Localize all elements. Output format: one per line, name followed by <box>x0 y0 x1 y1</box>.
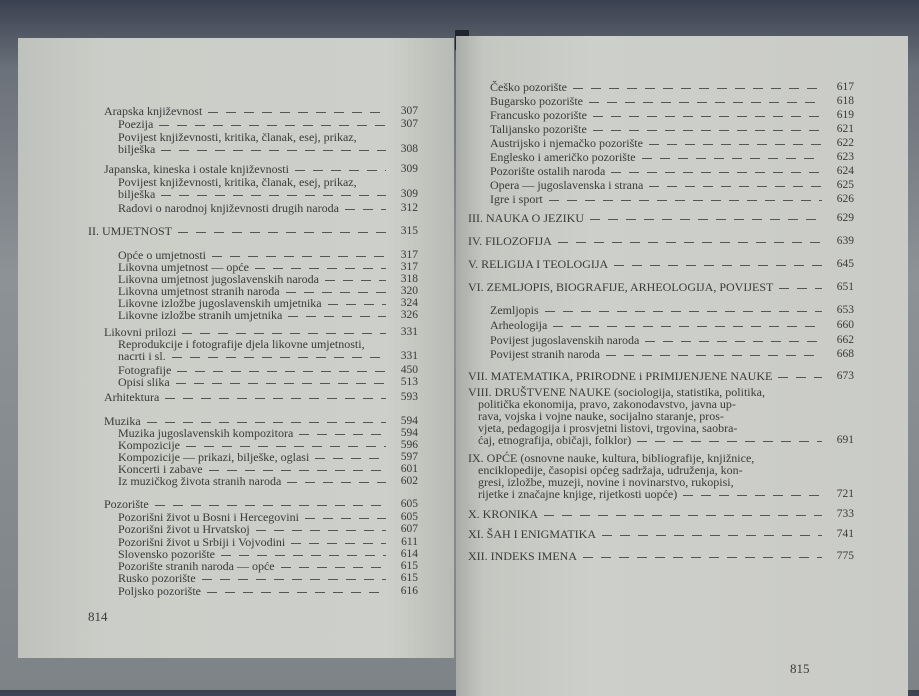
toc-page-number: 621 <box>836 123 854 135</box>
toc-page-number: 324 <box>400 297 418 309</box>
toc-page-number: 721 <box>836 488 854 500</box>
toc-entry <box>490 137 854 149</box>
toc-page-number: 668 <box>836 348 854 360</box>
toc-entry <box>490 123 854 135</box>
toc-entry <box>490 165 854 177</box>
toc-entry-title: Likovna umjetnost — opće <box>118 260 249 274</box>
toc-entry-title: Likovna umjetnost jugoslavenskih naroda <box>118 272 319 286</box>
toc-entry-title: bilješka <box>118 187 156 201</box>
dash-leader <box>281 567 386 568</box>
dash-leader <box>159 125 386 126</box>
toc-entry-title: rava, vojska i vojne nauke, socijalno staranje, pros- <box>478 409 724 423</box>
toc-entry-title: Likovne izložbe stranih umjetnika <box>118 308 283 322</box>
toc-page-number: 615 <box>400 560 418 572</box>
toc-page-number: 594 <box>400 427 418 439</box>
toc-page-number: 741 <box>836 528 854 540</box>
toc-entry-title: III. NAUKA O JEZIKU <box>468 211 584 225</box>
toc-entry-title: Likovne izložbe jugoslavenskih umjetnika <box>118 296 322 310</box>
toc-entry <box>118 176 418 200</box>
dash-leader <box>549 200 822 201</box>
toc-page-number: 307 <box>400 118 418 130</box>
toc-entry-title: Pozorišni život u Bosni i Hercegovini <box>118 510 299 524</box>
toc-entry <box>468 281 854 293</box>
toc-page-number: 320 <box>400 285 418 297</box>
dash-leader <box>325 280 386 281</box>
dash-leader <box>208 112 386 113</box>
toc-page-number: 653 <box>836 304 854 316</box>
toc-page-number: 331 <box>400 350 418 362</box>
toc-page-number: 601 <box>400 463 418 475</box>
toc-page-number: 623 <box>836 151 854 163</box>
toc-entry-title: Povijest književnosti, kritika, članak, esej, prikaz, <box>118 130 357 144</box>
toc-entry <box>118 309 418 321</box>
toc-page-number: 618 <box>836 95 854 107</box>
toc-entry-title: XI. ŠAH I ENIGMATIKA <box>468 527 596 541</box>
toc-page-number: 317 <box>400 249 418 261</box>
dash-leader <box>286 292 386 293</box>
dash-leader <box>589 102 822 103</box>
dash-leader <box>611 172 822 173</box>
toc-entry <box>118 202 418 214</box>
toc-entry <box>118 131 418 155</box>
toc-entry <box>490 95 854 107</box>
toc-entry-title: Pozorište <box>104 497 149 511</box>
dash-leader <box>256 530 386 531</box>
toc-page-number: 626 <box>836 193 854 205</box>
toc-entry-title: Austrijsko i njemačko pozorište <box>490 136 643 150</box>
dash-leader <box>212 256 386 257</box>
toc-entry <box>118 376 418 388</box>
toc-entry-title: VII. MATEMATIKA, PRIRODNE i PRIMIJENJENE NAUKE <box>468 369 773 383</box>
dash-leader <box>287 482 386 483</box>
toc-entry-title: Povijest književnosti, kritika, članak, esej, prikaz, <box>118 175 357 189</box>
toc-page-number: 645 <box>836 258 854 270</box>
dash-leader <box>161 195 386 196</box>
toc-page-number: 605 <box>400 511 418 523</box>
toc-page-number: 450 <box>400 364 418 376</box>
toc-entry-title: Arheologija <box>490 318 548 332</box>
toc-page-number: 597 <box>400 451 418 463</box>
toc-page-number: 594 <box>400 415 418 427</box>
toc-page-number: 629 <box>836 212 854 224</box>
toc-entry-title: Koncerti i zabave <box>118 462 203 476</box>
toc-entry-title: V. RELIGIJA I TEOLOGIJA <box>468 257 609 271</box>
toc-entry <box>118 118 418 130</box>
dash-leader <box>328 304 386 305</box>
toc-page-number: 673 <box>836 370 854 382</box>
left-page <box>18 38 454 658</box>
dash-leader <box>683 495 822 496</box>
dash-leader <box>779 288 822 289</box>
dash-leader <box>649 144 822 145</box>
dash-leader <box>299 434 386 435</box>
toc-entry-title: Pozorište stranih naroda — opće <box>118 559 275 573</box>
toc-entry-title: Likovna umjetnost stranih naroda <box>118 284 280 298</box>
toc-entry <box>490 151 854 163</box>
dash-leader <box>291 543 386 544</box>
toc-entry-title: Fotografije <box>118 363 172 377</box>
right-page <box>456 36 908 696</box>
toc-entry-title: Radovi o narodnoj književnosti drugih naroda <box>118 201 339 215</box>
dash-leader <box>147 422 386 423</box>
toc-entry-title: IV. FILOZOFIJA <box>468 234 552 248</box>
toc-entry-title: Muzika <box>104 414 141 428</box>
dash-leader <box>172 357 386 358</box>
dash-leader <box>573 88 822 89</box>
toc-entry <box>490 109 854 121</box>
toc-entry <box>104 163 418 175</box>
toc-entry <box>104 105 418 117</box>
toc-entry-title: IX. OPĆE (osnovne nauke, kultura, bibliografije, knjižnice, <box>468 451 755 465</box>
dash-leader <box>155 505 386 506</box>
toc-page-number: 309 <box>400 163 418 175</box>
toc-entry-title: Bugarsko pozorište <box>490 94 583 108</box>
dash-leader <box>182 333 386 334</box>
toc-entry-title: Pozorišni život u Hrvatskoj <box>118 522 250 536</box>
toc-entry-title: Likovni prilozi <box>104 325 177 339</box>
toc-entry <box>490 334 854 346</box>
toc-entry-title: Japanska, kineska i ostale književnosti <box>104 162 289 176</box>
toc-page-number: 622 <box>836 137 854 149</box>
toc-page-number: 326 <box>400 309 418 321</box>
toc-entry-title: Povijest jugoslavenskih naroda <box>490 333 640 347</box>
toc-entry <box>468 370 854 382</box>
dash-leader <box>207 592 386 593</box>
toc-entry-title: Arhitektura <box>104 390 160 404</box>
toc-entry-title: Opera — jugoslavenska i strana <box>490 178 644 192</box>
dash-leader <box>645 341 822 342</box>
toc-page-number: 619 <box>836 109 854 121</box>
dash-leader <box>778 377 822 378</box>
toc-page-number: 617 <box>836 81 854 93</box>
toc-entry <box>490 193 854 205</box>
toc-entry-title: Rusko pozorište <box>118 571 196 585</box>
toc-page-number: 312 <box>400 202 418 214</box>
toc-page-number: 639 <box>836 235 854 247</box>
dash-leader <box>637 441 822 442</box>
toc-entry <box>468 452 854 500</box>
dash-leader <box>305 518 386 519</box>
dash-leader <box>202 579 386 580</box>
toc-entry-title: X. KRONIKA <box>468 507 538 521</box>
toc-page-number: 602 <box>400 475 418 487</box>
dash-leader <box>642 158 822 159</box>
dash-leader <box>186 446 386 447</box>
toc-entry <box>468 550 854 562</box>
toc-entry-title: Opće o umjetnosti <box>118 248 206 262</box>
toc-entry <box>104 391 418 403</box>
page-number: 814 <box>88 609 108 624</box>
dash-leader <box>545 311 822 312</box>
toc-page-number: 331 <box>400 326 418 338</box>
toc-entry-title: rijetke i značajne knjige, rijetkosti uopće) <box>478 487 678 501</box>
toc-entry <box>118 572 418 584</box>
toc-entry-title: Pozorišni život u Srbiji i Vojvodini <box>118 535 286 549</box>
toc-entry-title: gresi, izložbe, muzeji, novine i novinarstvo, rukopisi, <box>478 475 734 489</box>
toc-entry-title: Talijansko pozorište <box>490 122 587 136</box>
toc-page-number: 662 <box>836 334 854 346</box>
toc-entry-title: bilješka <box>118 142 156 156</box>
dash-leader <box>606 355 822 356</box>
toc-entry <box>490 348 854 360</box>
toc-entry <box>490 81 854 93</box>
toc-entry-title: Reprodukcije i fotografije djela likovne umjetnosti, <box>118 337 365 351</box>
toc-page-number: 651 <box>836 281 854 293</box>
toc-entry <box>468 258 854 270</box>
dash-leader <box>649 186 822 187</box>
toc-page-number: 625 <box>836 179 854 191</box>
toc-page-number: 624 <box>836 165 854 177</box>
toc-page-number: 605 <box>400 498 418 510</box>
dash-leader <box>315 458 386 459</box>
dash-leader <box>553 326 822 327</box>
toc-entry-title: Poezija <box>118 117 154 131</box>
dash-leader <box>295 170 386 171</box>
toc-entry-title: Kompozicije <box>118 438 180 452</box>
toc-entry-title: Muzika jugoslavenskih kompozitora <box>118 426 294 440</box>
dash-leader <box>209 470 386 471</box>
dash-leader <box>602 535 822 536</box>
dash-leader <box>544 515 822 516</box>
toc-entry-title: ćaj, etnografija, običaji, folklor) <box>478 433 632 447</box>
toc-entry-title: politička ekonomija, pravo, zakonodavstvo, javna up- <box>478 397 736 411</box>
page-number: 815 <box>790 661 810 676</box>
dash-leader <box>178 232 386 233</box>
toc-entry-title: Opisi slika <box>118 375 170 389</box>
toc-entry-title: Zemljopis <box>490 303 539 317</box>
toc-entry-title: Kompozicije — prikazi, bilješke, oglasi <box>118 450 310 464</box>
toc-entry-title: VI. ZEMLJOPIS, BIOGRAFIJE, ARHEOLOGIJA, POVIJEST <box>468 280 774 294</box>
toc-page-number: 513 <box>400 376 418 388</box>
toc-entry-title: Povijest stranih naroda <box>490 347 600 361</box>
toc-page-number: 616 <box>400 585 418 597</box>
toc-entry-title: Iz muzičkog života stranih naroda <box>118 474 282 488</box>
dash-leader <box>221 555 386 556</box>
toc-page-number: 775 <box>836 550 854 562</box>
toc-page-number: 614 <box>400 548 418 560</box>
toc-page-number: 307 <box>400 105 418 117</box>
toc-entry-title: II. UMJETNOST <box>88 224 172 238</box>
toc-entry-title: vjeta, pedagogija i prosvjetni listovi, trgovina, saobra- <box>478 421 738 435</box>
dash-leader <box>590 219 822 220</box>
toc-page-number: 315 <box>400 225 418 237</box>
toc-page-number: 593 <box>400 391 418 403</box>
toc-entry <box>468 212 854 224</box>
toc-page-number: 660 <box>836 319 854 331</box>
toc-entry <box>468 386 854 446</box>
toc-entry <box>468 528 854 540</box>
toc-page-number: 607 <box>400 523 418 535</box>
toc-entry <box>490 319 854 331</box>
dash-leader <box>176 383 386 384</box>
toc-entry <box>118 523 418 535</box>
toc-page-number: 318 <box>400 273 418 285</box>
toc-page-number: 611 <box>401 536 418 548</box>
toc-entry <box>104 498 418 510</box>
toc-entry-title: Slovensko pozorište <box>118 547 215 561</box>
toc-entry-title: Igre i sport <box>490 192 543 206</box>
toc-entry <box>118 585 418 597</box>
dash-leader <box>593 130 822 131</box>
toc-page-number: 317 <box>400 261 418 273</box>
toc-entry <box>118 338 418 362</box>
toc-page-number: 309 <box>400 188 418 200</box>
toc-entry-title: enciklopedije, časopisi općeg sadržaja, udruženja, kon- <box>478 463 743 477</box>
toc-page-number: 691 <box>836 434 854 446</box>
toc-entry-title: Poljsko pozorište <box>118 584 201 598</box>
dash-leader <box>614 265 822 266</box>
toc-entry-title: Arapska književnost <box>104 104 203 118</box>
toc-entry-title: XII. INDEKS IMENA <box>468 549 577 563</box>
toc-page-number: 308 <box>400 143 418 155</box>
toc-page-number: 615 <box>400 572 418 584</box>
toc-entry-title: Pozorište ostalih naroda <box>490 164 606 178</box>
dash-leader <box>583 557 822 558</box>
toc-entry <box>468 508 854 520</box>
toc-entry <box>490 304 854 316</box>
dash-leader <box>161 150 386 151</box>
toc-entry <box>490 179 854 191</box>
toc-page-number: 733 <box>836 508 854 520</box>
toc-entry-title: Češko pozorište <box>490 80 567 94</box>
toc-page-number: 596 <box>400 439 418 451</box>
toc-entry <box>468 235 854 247</box>
dash-leader <box>345 209 386 210</box>
toc-entry-title: nacrti i sl. <box>118 349 166 363</box>
toc-entry <box>88 225 418 237</box>
dash-leader <box>593 116 822 117</box>
dash-leader <box>165 398 386 399</box>
dash-leader <box>177 371 386 372</box>
toc-entry-title: Francusko pozorište <box>490 108 587 122</box>
toc-entry-title: Englesko i američko pozorište <box>490 150 636 164</box>
toc-entry <box>118 475 418 487</box>
dash-leader <box>558 242 822 243</box>
dash-leader <box>288 316 386 317</box>
toc-entry-title: VIII. DRUŠTVENE NAUKE (sociologija, statistika, politika, <box>468 385 765 399</box>
dash-leader <box>255 268 386 269</box>
